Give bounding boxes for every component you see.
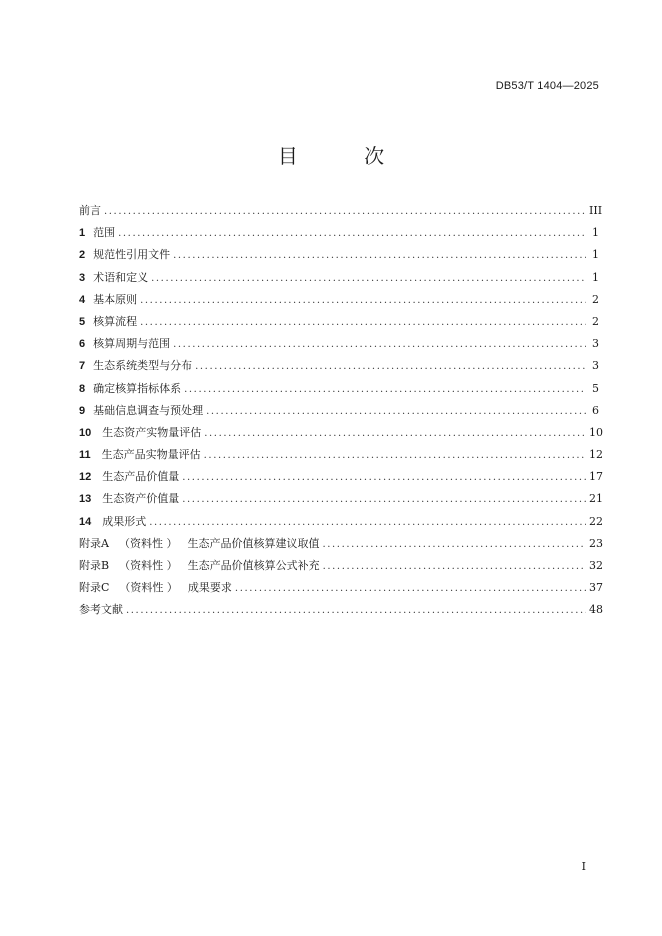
toc-leader	[206, 401, 586, 423]
toc-entry-number: 9	[79, 404, 86, 417]
toc-entry-page: 37	[589, 581, 603, 595]
toc-entry-number: 11	[79, 449, 91, 462]
toc-entry-page: 12	[589, 448, 603, 462]
toc-entry-label: 规范性引用文件	[93, 248, 171, 262]
toc-leader	[149, 512, 586, 534]
toc-entry-page: 1	[592, 248, 599, 262]
toc-entry-number: 5	[79, 315, 86, 328]
toc-leader	[195, 356, 586, 378]
document-code: DB53/T 1404—2025	[495, 80, 599, 92]
toc-leader	[173, 245, 586, 267]
appendix-prefix: 附录A	[79, 536, 109, 550]
toc-entry-number: 12	[79, 471, 92, 484]
toc-entry-3[interactable]	[79, 267, 599, 289]
toc-leader	[151, 268, 586, 290]
toc-entry-13[interactable]	[79, 488, 603, 510]
toc-entry-page: 6	[592, 403, 599, 417]
toc-entry-label: 生态资产实物量评估	[102, 425, 202, 439]
toc-entry-page: 2	[592, 314, 599, 328]
toc-entry-page: 22	[589, 514, 603, 528]
toc-entry-4[interactable]	[79, 289, 599, 311]
toc-entry-label: 成果形式	[102, 514, 147, 528]
toc-entry-label: 基本原则	[93, 292, 138, 306]
appendix-type: （资料性 ）	[119, 581, 178, 595]
toc-entry-label: 核算流程	[93, 314, 138, 328]
toc-entry-label: 生态产品价值量	[102, 470, 180, 484]
toc-entry-page: 10	[589, 425, 603, 439]
toc-entry-page: 32	[589, 559, 603, 572]
toc-entry-page: 21	[589, 492, 603, 506]
toc-entry-label: 生态资产价值量	[102, 492, 180, 506]
page-number: I	[581, 860, 586, 873]
toc-entry-label: 术语和定义	[93, 270, 149, 284]
toc-entry-page: III	[589, 204, 603, 217]
toc-entry-label: 确定核算指标体系	[93, 381, 182, 395]
toc-leader	[118, 223, 586, 245]
toc-entry-label: 生态产品实物量评估	[101, 448, 201, 462]
toc-leader	[184, 379, 586, 401]
toc-entry-6[interactable]	[79, 333, 599, 355]
toc-entry-appendix-a[interactable]	[79, 533, 603, 555]
appendix-type: （资料性 ）	[119, 559, 178, 572]
toc-entry-page: 1	[592, 270, 599, 284]
toc-entry-label: 参考文献	[79, 603, 123, 617]
toc-entry-number: 14	[79, 515, 92, 528]
toc-entry-2[interactable]	[79, 244, 599, 266]
toc-leader	[182, 467, 586, 489]
toc-leader	[235, 578, 586, 600]
toc-entry-foreword[interactable]	[79, 200, 603, 222]
table-of-contents	[79, 200, 603, 622]
toc-entry-page: 3	[592, 337, 599, 351]
toc-entry-number: 10	[79, 426, 92, 439]
toc-entry-number: 4	[79, 293, 86, 306]
appendix-prefix: 附录C	[79, 581, 110, 595]
toc-entry-page: 3	[592, 359, 599, 373]
toc-leader	[173, 334, 586, 356]
toc-entry-page: 2	[592, 292, 599, 306]
toc-entry-9[interactable]	[79, 400, 599, 422]
toc-entry-number: 13	[79, 493, 92, 506]
toc-entry-page: 1	[592, 226, 599, 240]
appendix-prefix: 附录B	[79, 559, 110, 572]
toc-entry-page: 5	[592, 381, 599, 395]
toc-leader	[140, 290, 586, 312]
toc-leader	[104, 201, 586, 223]
toc-entry-7[interactable]	[79, 355, 599, 377]
toc-entry-5[interactable]	[79, 311, 599, 333]
toc-entry-label: 范围	[93, 226, 116, 240]
appendix-type: （资料性 ）	[118, 536, 178, 550]
toc-entry-number: 2	[79, 249, 86, 262]
toc-entry-label: 基础信息调查与预处理	[93, 403, 204, 417]
toc-entry-label: 生态产品价值核算公式补充	[187, 559, 320, 572]
toc-entry-number: 6	[79, 338, 86, 351]
toc-entry-14[interactable]	[79, 511, 603, 533]
toc-leader	[182, 489, 586, 511]
toc-leader	[204, 423, 586, 445]
toc-entry-11[interactable]	[79, 444, 603, 466]
toc-entry-page: 23	[589, 536, 603, 550]
toc-entry-10[interactable]	[79, 422, 603, 444]
toc-entry-page: 17	[589, 470, 603, 484]
toc-entry-label: 生态产品价值核算建议取值	[187, 536, 320, 550]
toc-leader	[323, 556, 586, 578]
toc-entry-label: 核算周期与范围	[93, 337, 171, 351]
toc-entry-number: 1	[79, 227, 86, 240]
toc-leader	[140, 312, 586, 334]
toc-entry-label: 前言	[79, 204, 101, 217]
toc-entry-12[interactable]	[79, 466, 603, 488]
toc-entry-1[interactable]	[79, 222, 599, 244]
toc-entry-appendix-c[interactable]	[79, 577, 603, 599]
toc-leader	[204, 445, 586, 467]
toc-entry-label: 生态系统类型与分布	[93, 359, 193, 373]
toc-entry-label: 成果要求	[187, 581, 232, 595]
page-title: 目 次	[277, 144, 415, 168]
toc-entry-number: 7	[79, 360, 86, 373]
toc-entry-number: 8	[79, 382, 86, 395]
toc-entry-8[interactable]	[79, 378, 599, 400]
toc-leader	[126, 600, 586, 622]
toc-entry-references[interactable]	[79, 599, 603, 621]
toc-leader	[322, 534, 586, 556]
toc-entry-number: 3	[79, 271, 86, 284]
toc-entry-page: 48	[589, 603, 603, 617]
toc-entry-appendix-b[interactable]	[79, 555, 603, 577]
